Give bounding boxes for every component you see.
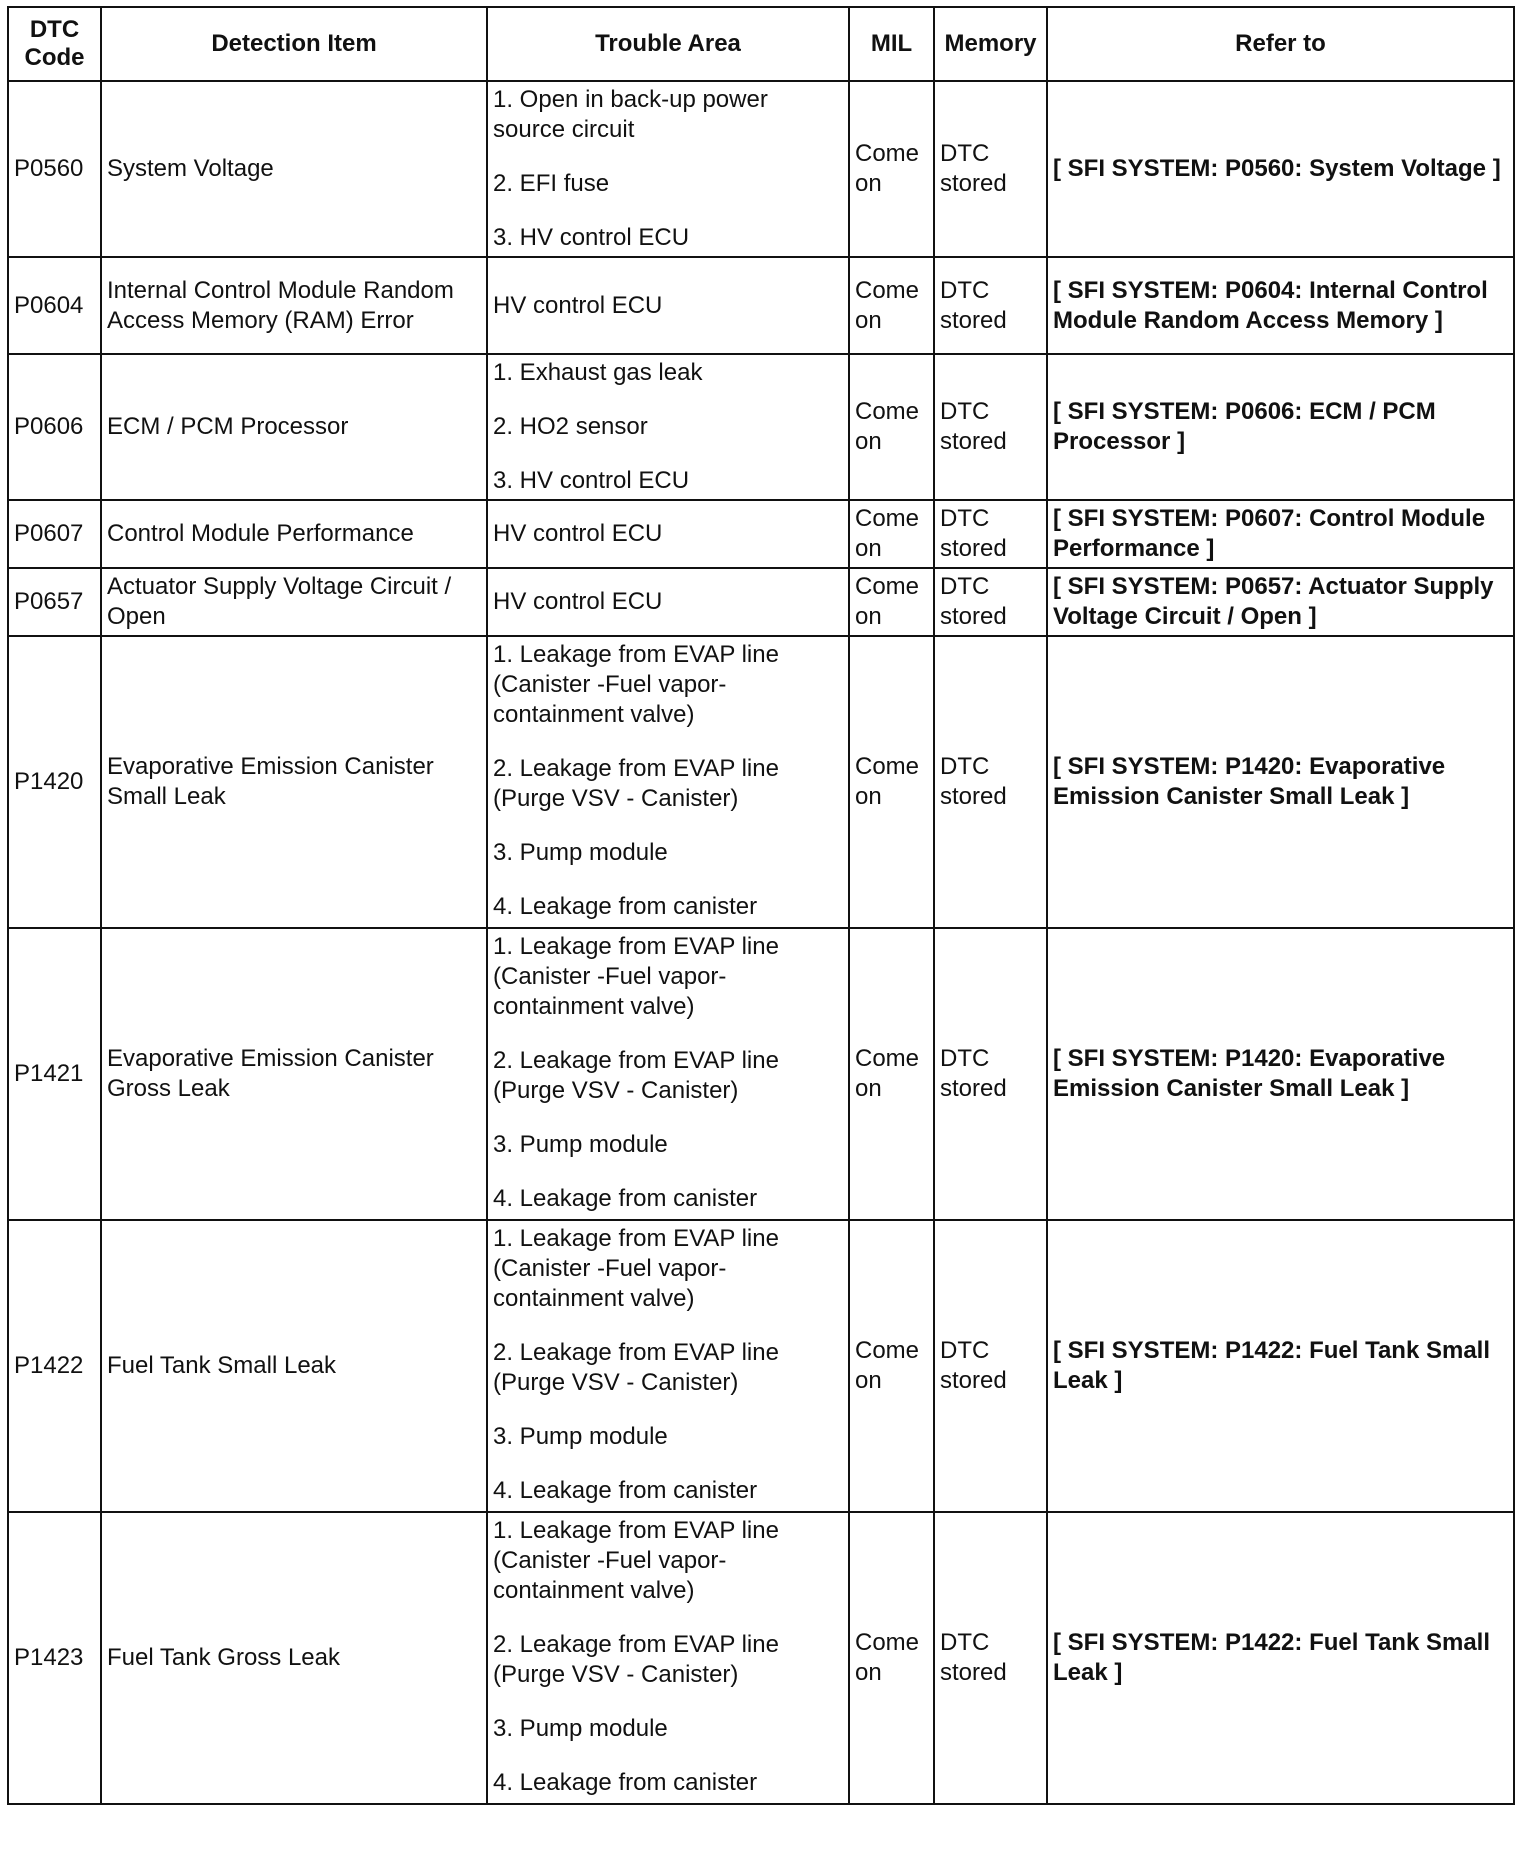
memory-status: DTC stored (934, 928, 1047, 1220)
trouble-area: HV control ECU (487, 257, 849, 354)
trouble-area-item: 1. Exhaust gas leak (493, 359, 703, 386)
dtc-table (7, 6, 1515, 1805)
trouble-area-item: 1. Leakage from EVAP line (Canister -Fuel vapor-containment valve) (493, 1225, 779, 1312)
table-row (8, 81, 1514, 257)
mil-status: Come on (849, 1220, 934, 1512)
trouble-area-item: 2. EFI fuse (493, 170, 610, 197)
table-row (8, 636, 1514, 928)
trouble-area (487, 1220, 849, 1512)
trouble-area-item: 3. Pump module (493, 839, 668, 866)
detection-item: System Voltage (101, 81, 487, 257)
trouble-area-item: 4. Leakage from canister (493, 893, 758, 920)
trouble-area (487, 81, 849, 257)
refer-to-link[interactable]: [ SFI SYSTEM: P0604: Internal Control Module Random Access Memory ] (1047, 257, 1514, 354)
trouble-area-item: 4. Leakage from canister (493, 1477, 758, 1504)
trouble-area (487, 354, 849, 500)
table-row (8, 500, 1514, 568)
dtc-code: P0606 (8, 354, 101, 500)
dtc-code: P0657 (8, 568, 101, 636)
memory-status: DTC stored (934, 354, 1047, 500)
header-trouble-area: Trouble Area (487, 7, 849, 81)
memory-status: DTC stored (934, 500, 1047, 568)
trouble-area (487, 1512, 849, 1804)
refer-to-link[interactable]: [ SFI SYSTEM: P1422: Fuel Tank Small Leak ] (1047, 1512, 1514, 1804)
detection-item: Fuel Tank Small Leak (101, 1220, 487, 1512)
mil-status: Come on (849, 354, 934, 500)
trouble-area-item: 3. HV control ECU (493, 224, 690, 251)
table-row (8, 928, 1514, 1220)
refer-to-link[interactable]: [ SFI SYSTEM: P1420: Evaporative Emission Canister Small Leak ] (1047, 636, 1514, 928)
detection-item: Evaporative Emission Canister Gross Leak (101, 928, 487, 1220)
dtc-code: P1423 (8, 1512, 101, 1804)
dtc-table-sheet (7, 6, 1513, 1805)
refer-to-link[interactable]: [ SFI SYSTEM: P0606: ECM / PCM Processor ] (1047, 354, 1514, 500)
trouble-area-item: 4. Leakage from canister (493, 1185, 758, 1212)
trouble-area (487, 636, 849, 928)
table-row (8, 1512, 1514, 1804)
trouble-area: HV control ECU (487, 568, 849, 636)
table-row (8, 568, 1514, 636)
memory-status: DTC stored (934, 636, 1047, 928)
trouble-area-item: 1. Open in back-up power source circuit (493, 86, 768, 143)
mil-status: Come on (849, 636, 934, 928)
trouble-area-item: 1. Leakage from EVAP line (Canister -Fuel vapor-containment valve) (493, 641, 779, 728)
header-dtc-code: DTC Code (8, 7, 101, 81)
dtc-code: P1422 (8, 1220, 101, 1512)
header-memory: Memory (934, 7, 1047, 81)
dtc-code: P0604 (8, 257, 101, 354)
refer-to-link[interactable]: [ SFI SYSTEM: P1420: Evaporative Emission Canister Small Leak ] (1047, 928, 1514, 1220)
detection-item: Fuel Tank Gross Leak (101, 1512, 487, 1804)
trouble-area-item: 2. Leakage from EVAP line (Purge VSV - Canister) (493, 1047, 779, 1104)
table-row (8, 257, 1514, 354)
trouble-area-item: 2. Leakage from EVAP line (Purge VSV - Canister) (493, 1631, 779, 1688)
mil-status: Come on (849, 500, 934, 568)
trouble-area-item: 4. Leakage from canister (493, 1769, 758, 1796)
trouble-area-item: 2. HO2 sensor (493, 413, 648, 440)
trouble-area-item: 3. Pump module (493, 1715, 668, 1742)
memory-status: DTC stored (934, 257, 1047, 354)
trouble-area (487, 928, 849, 1220)
trouble-area-item: 1. Leakage from EVAP line (Canister -Fuel vapor-containment valve) (493, 933, 779, 1020)
dtc-code: P1420 (8, 636, 101, 928)
table-row (8, 354, 1514, 500)
mil-status: Come on (849, 928, 934, 1220)
memory-status: DTC stored (934, 1512, 1047, 1804)
trouble-area-item: 1. Leakage from EVAP line (Canister -Fuel vapor-containment valve) (493, 1517, 779, 1604)
refer-to-link[interactable]: [ SFI SYSTEM: P0657: Actuator Supply Voltage Circuit / Open ] (1047, 568, 1514, 636)
mil-status: Come on (849, 257, 934, 354)
trouble-area-item: 2. Leakage from EVAP line (Purge VSV - Canister) (493, 1339, 779, 1396)
detection-item: ECM / PCM Processor (101, 354, 487, 500)
dtc-code: P0560 (8, 81, 101, 257)
memory-status: DTC stored (934, 1220, 1047, 1512)
trouble-area-item: 2. Leakage from EVAP line (Purge VSV - Canister) (493, 755, 779, 812)
header-detection-item: Detection Item (101, 7, 487, 81)
mil-status: Come on (849, 568, 934, 636)
trouble-area-item: 3. Pump module (493, 1131, 668, 1158)
mil-status: Come on (849, 81, 934, 257)
refer-to-link[interactable]: [ SFI SYSTEM: P0607: Control Module Performance ] (1047, 500, 1514, 568)
trouble-area-item: 3. Pump module (493, 1423, 668, 1450)
header-row (8, 7, 1514, 81)
trouble-area-item: 3. HV control ECU (493, 467, 690, 494)
memory-status: DTC stored (934, 81, 1047, 257)
mil-status: Come on (849, 1512, 934, 1804)
trouble-area: HV control ECU (487, 500, 849, 568)
header-mil: MIL (849, 7, 934, 81)
refer-to-link[interactable]: [ SFI SYSTEM: P0560: System Voltage ] (1047, 81, 1514, 257)
memory-status: DTC stored (934, 568, 1047, 636)
dtc-code: P0607 (8, 500, 101, 568)
detection-item: Evaporative Emission Canister Small Leak (101, 636, 487, 928)
table-row (8, 1220, 1514, 1512)
dtc-code: P1421 (8, 928, 101, 1220)
detection-item: Actuator Supply Voltage Circuit / Open (101, 568, 487, 636)
refer-to-link[interactable]: [ SFI SYSTEM: P1422: Fuel Tank Small Leak ] (1047, 1220, 1514, 1512)
detection-item: Control Module Performance (101, 500, 487, 568)
header-refer-to: Refer to (1047, 7, 1514, 81)
detection-item: Internal Control Module Random Access Memory (RAM) Error (101, 257, 487, 354)
